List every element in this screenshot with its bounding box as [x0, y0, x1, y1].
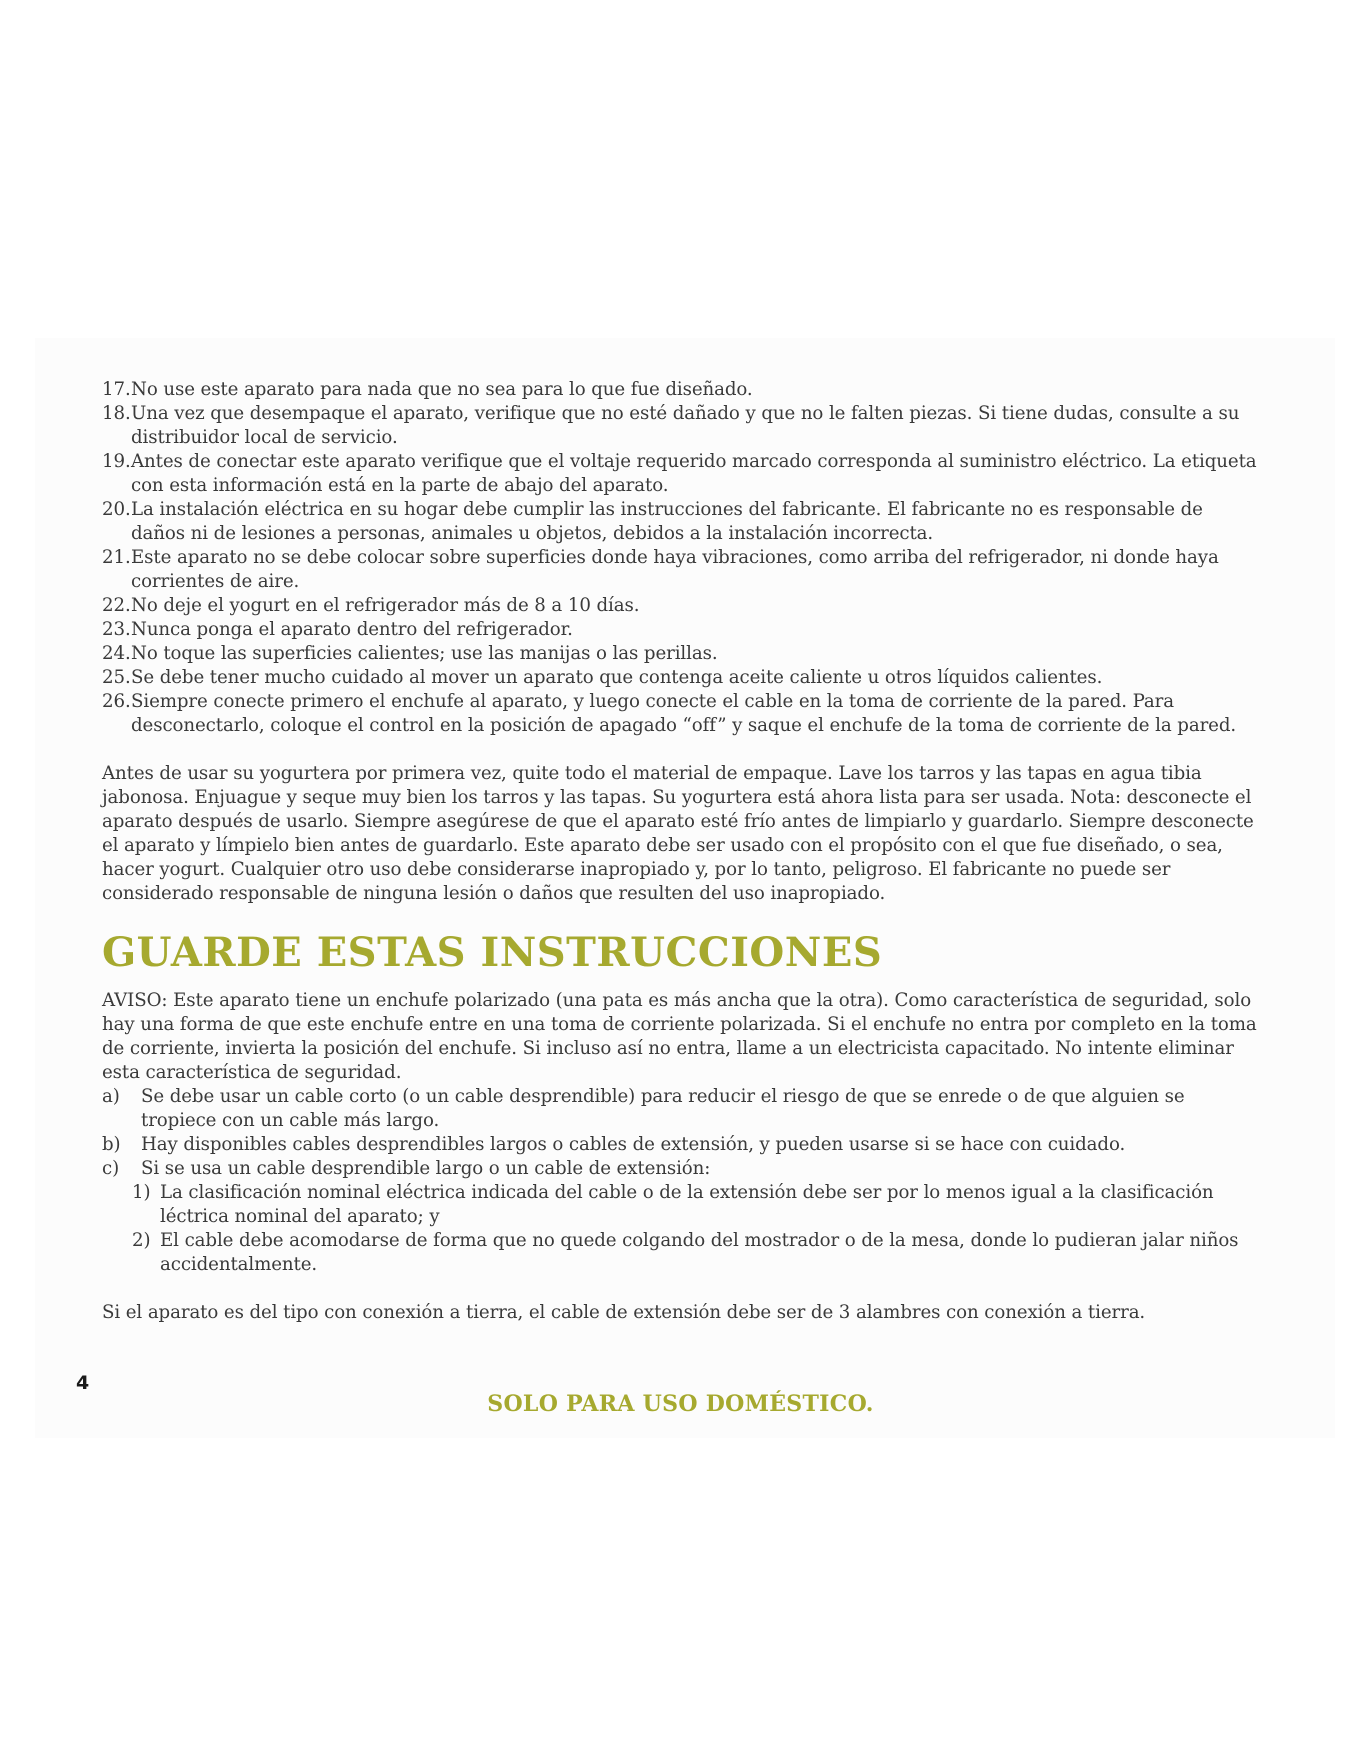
list-item — [102, 642, 1262, 666]
item-text: No use este aparato para nada que no sea para lo que fue diseñado. — [131, 379, 753, 400]
item-text: Se debe tener mucho cuidado al mover un aparato que contenga aceite caliente u otros líquidos calientes. — [131, 667, 1103, 688]
item-text: Se debe usar un cable corto (o un cable desprendible) para reducir el riesgo de que se enrede o de que alguien se tropiece con un cable más largo. — [141, 1086, 1185, 1131]
list-item — [102, 378, 1262, 402]
cord-instructions-list — [102, 1085, 1262, 1181]
item-marker: c) — [102, 1158, 120, 1179]
item-text: Este aparato no se debe colocar sobre superficies donde haya vibraciones, como arriba del refrigerador, ni donde haya corrientes de aire. — [131, 547, 1219, 592]
list-item — [102, 666, 1262, 690]
item-number: 21. — [102, 547, 131, 568]
item-marker: b) — [102, 1134, 121, 1155]
list-item — [102, 618, 1262, 642]
item-marker: a) — [102, 1086, 120, 1107]
item-marker: 1) — [132, 1182, 151, 1203]
polarized-plug-notice: AVISO: Este aparato tiene un enchufe polarizado (una pata es más ancha que la otra). Como característica de seguridad, solo hay una forma de que este enchufe entre en una toma de corriente polarizada. Si el enchufe no entra por completo en la toma de corriente, invierta la posición del enchufe. Si incluso así no entra, llame a un electricista capacitado. No intente eliminar esta característica de seguridad. — [102, 990, 1257, 1083]
item-number: 20. — [102, 499, 131, 520]
page-number: 4 — [76, 1372, 90, 1394]
item-number: 26. — [102, 691, 131, 712]
extension-cord-sublist — [132, 1181, 1262, 1277]
item-number: 25. — [102, 667, 131, 688]
section-heading: GUARDE ESTAS INSTRUCCIONES — [102, 929, 883, 976]
item-text: Si se usa un cable desprendible largo o un cable de extensión: — [141, 1158, 711, 1179]
list-item — [132, 1229, 1262, 1277]
item-marker: 2) — [132, 1230, 151, 1251]
item-number: 24. — [102, 643, 131, 664]
item-number: 23. — [102, 619, 131, 640]
list-item — [102, 1157, 1262, 1181]
list-item — [102, 594, 1262, 618]
item-number: 18. — [102, 403, 131, 424]
list-item — [102, 1085, 1262, 1133]
item-text: La clasificación nominal eléctrica indicada del cable o de la extensión debe ser por lo menos igual a la clasificación léctrica nominal del aparato; y — [160, 1182, 1214, 1227]
item-number: 17. — [102, 379, 131, 400]
item-text: No toque las superficies calientes; use las manijas o las perillas. — [131, 643, 718, 664]
item-text: Una vez que desempaque el aparato, verifique que no esté dañado y que no le falten piezas. Si tiene dudas, consulte a su distribuidor local de servicio. — [131, 403, 1240, 448]
list-item — [102, 498, 1262, 546]
intro-paragraph: Antes de usar su yogurtera por primera vez, quite todo el material de empaque. Lave los tarros y las tapas en agua tibia jabonosa. Enjuague y seque muy bien los tarros y las tapas. Su yogurtera está ahora lista para ser usada. Nota: desconecte el aparato después de usarlo. Siempre asegúrese de que el aparato esté frío antes de limpiarlo y guardarlo. Siempre desconecte el aparato y límpielo bien antes de guardarlo. Este aparato debe ser usado con el propósito con el que fue diseñado, o sea, hacer yogurt. Cualquier otro uso debe considerarse inapropiado y, por lo tanto, peligroso. El fabricante no puede ser considerado responsable de ninguna lesión o daños que resulten del uso inapropiado. — [102, 763, 1254, 904]
safety-warnings-list — [102, 378, 1262, 738]
item-number: 22. — [102, 595, 131, 616]
item-number: 19. — [102, 451, 131, 472]
list-item — [132, 1181, 1262, 1229]
manual-content — [102, 378, 1262, 1325]
list-item — [102, 402, 1262, 450]
item-text: La instalación eléctrica en su hogar debe cumplir las instrucciones del fabricante. El fabricante no es responsable de daños ni de lesiones a personas, animales u objetos, debidos a la instalación incorrecta. — [131, 499, 1203, 544]
list-item — [102, 546, 1262, 594]
item-text: Antes de conectar este aparato verifique que el voltaje requerido marcado corresponda al suministro eléctrico. La etiqueta con esta información está en la parte de abajo del aparato. — [131, 451, 1257, 496]
list-item — [102, 690, 1262, 738]
list-item — [102, 1133, 1262, 1157]
item-text: No deje el yogurt en el refrigerador más de 8 a 10 días. — [131, 595, 640, 616]
item-text: Nunca ponga el aparato dentro del refrigerador. — [131, 619, 573, 640]
item-text: El cable debe acomodarse de forma que no quede colgando del mostrador o de la mesa, donde lo pudieran jalar niños accidentalmente. — [160, 1230, 1239, 1275]
list-item — [102, 450, 1262, 498]
item-text: Hay disponibles cables desprendibles largos o cables de extensión, y pueden usarse si se hace con cuidado. — [141, 1134, 1126, 1155]
item-text: Siempre conecte primero el enchufe al aparato, y luego conecte el cable en la toma de corriente de la pared. Para desconectarlo, coloque el control en la posición de apagado “off” y saque el enchufe de la toma de corriente de la pared. — [131, 691, 1237, 736]
household-use-footer: SOLO PARA USO DOMÉSTICO. — [487, 1391, 874, 1417]
ground-connection-note: Si el aparato es del tipo con conexión a tierra, el cable de extensión debe ser de 3 alambres con conexión a tierra. — [102, 1302, 1146, 1323]
